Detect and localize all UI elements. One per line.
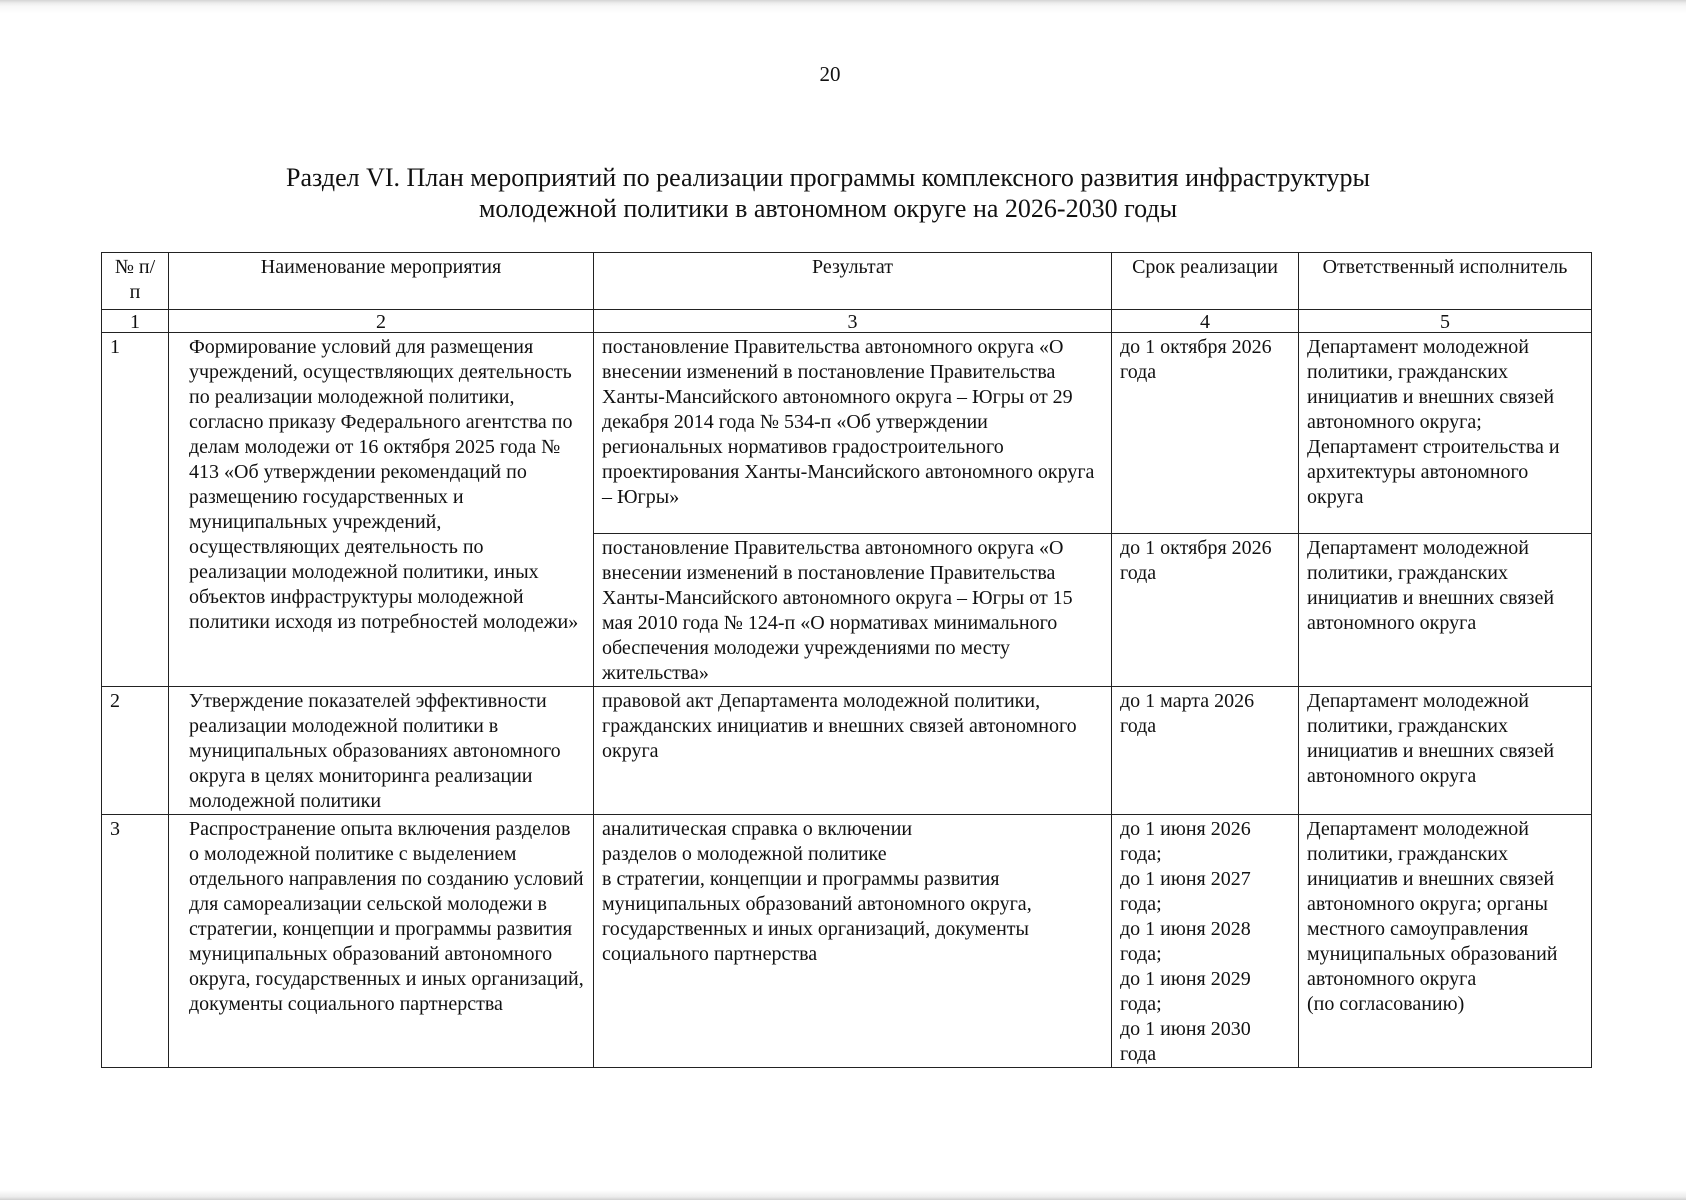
deadline-cell (1112, 815, 1299, 1068)
responsible-cell: Департамент молодежной политики, гражданских инициатив и внешних связей автономного округа; Департамент строительства и архитектуры автономного округа (1299, 333, 1592, 534)
section-title (110, 162, 1546, 224)
section-title-line-1: Раздел VI. План мероприятий по реализации программы комплексного развития инфраструктуры (286, 163, 1370, 192)
event-name-cell: Формирование условий для размещения учреждений, осуществляющих деятельность по реализации молодежной политики, согласно приказу Федерального агентства по делам молодежи от 16 октября 2025 года № 413 «Об утверждении рекомендаций по размещению государственных и муниципальных учреждений, осуществляющих деятельность по реализации молодежной политики, иных объектов инфраструктуры молодежной политики исходя из потребностей молодежи» (169, 333, 594, 687)
column-number: 3 (594, 310, 1112, 333)
column-number: 1 (102, 310, 169, 333)
page-number: 20 (819, 62, 841, 86)
header-responsible: Ответственный исполнитель (1299, 253, 1592, 310)
table-row (102, 333, 1592, 534)
result-cell (594, 815, 1112, 1068)
deadline-line: до 1 июня 2029 года; (1120, 968, 1251, 1015)
responsible-line: Департамент молодежной политики, гражданских инициатив и внешних связей автономного округа; органы местного самоуправления муниципальных образований автономного округа (1307, 818, 1558, 990)
action-plan-table (101, 252, 1592, 1068)
deadline-cell: до 1 марта 2026 года (1112, 687, 1299, 815)
column-number: 4 (1112, 310, 1299, 333)
table-header-row (102, 253, 1592, 310)
scan-edge-top (0, 0, 1686, 14)
result-cell: постановление Правительства автономного округа «О внесении изменений в постановление Правительства Ханты-Мансийского автономного округа – Югры от 29 декабря 2014 года № 534-п «Об утверждении региональных нормативов градостроительного проектирования Ханты-Мансийского автономного округа – Югры» (594, 333, 1112, 534)
deadline-line: до 1 июня 2026 года; (1120, 818, 1251, 865)
deadline-cell: до 1 октября 2026 года (1112, 534, 1299, 687)
deadline-line: до 1 июня 2028 года; (1120, 918, 1251, 965)
column-number: 5 (1299, 310, 1592, 333)
result-line: в стратегии, концепции и программы развития муниципальных образований автономного округа, государственных и иных организаций, документы социального партнерства (602, 868, 1032, 965)
table-row (102, 815, 1592, 1068)
row-number: 3 (102, 815, 169, 1068)
row-number: 2 (102, 687, 169, 815)
header-result: Результат (594, 253, 1112, 310)
table-row (102, 687, 1592, 815)
responsible-cell: Департамент молодежной политики, гражданских инициатив и внешних связей автономного округа (1299, 687, 1592, 815)
deadline-cell: до 1 октября 2026 года (1112, 333, 1299, 534)
section-title-line-2: молодежной политики в автономном округе на 2026-2030 годы (478, 194, 1178, 223)
result-cell: постановление Правительства автономного округа «О внесении изменений в постановление Правительства Ханты-Мансийского автономного округа – Югры от 15 мая 2010 года № 124-п «О нормативах минимального обеспечения молодежи учреждениями по месту жительства» (594, 534, 1112, 687)
header-number: № п/п (102, 253, 169, 310)
responsible-line: (по согласованию) (1307, 993, 1465, 1015)
event-name-cell: Утверждение показателей эффективности реализации молодежной политики в муниципальных образованиях автономного округа в целях мониторинга реализации молодежной политики (169, 687, 594, 815)
result-line: аналитическая справка о включении (602, 818, 913, 840)
responsible-cell: Департамент молодежной политики, гражданских инициатив и внешних связей автономного округа (1299, 534, 1592, 687)
scan-edge-bottom (0, 1190, 1686, 1200)
row-number: 1 (102, 333, 169, 687)
event-name-cell: Распространение опыта включения разделов о молодежной политике с выделением отдельного направления по созданию условий для самореализации сельской молодежи в стратегии, концепции и программы развития муниципальных образований автономного округа, государственных и иных организаций, документы социального партнерства (169, 815, 594, 1068)
result-cell: правовой акт Департамента молодежной политики, гражданских инициатив и внешних связей автономного округа (594, 687, 1112, 815)
responsible-cell (1299, 815, 1592, 1068)
column-number-row (102, 310, 1592, 333)
column-number: 2 (169, 310, 594, 333)
result-line: разделов о молодежной политике (602, 843, 887, 865)
header-event-name: Наименование мероприятия (169, 253, 594, 310)
deadline-line: до 1 июня 2030 года (1120, 1018, 1251, 1065)
header-deadline: Срок реализации (1112, 253, 1299, 310)
deadline-line: до 1 июня 2027 года; (1120, 868, 1251, 915)
